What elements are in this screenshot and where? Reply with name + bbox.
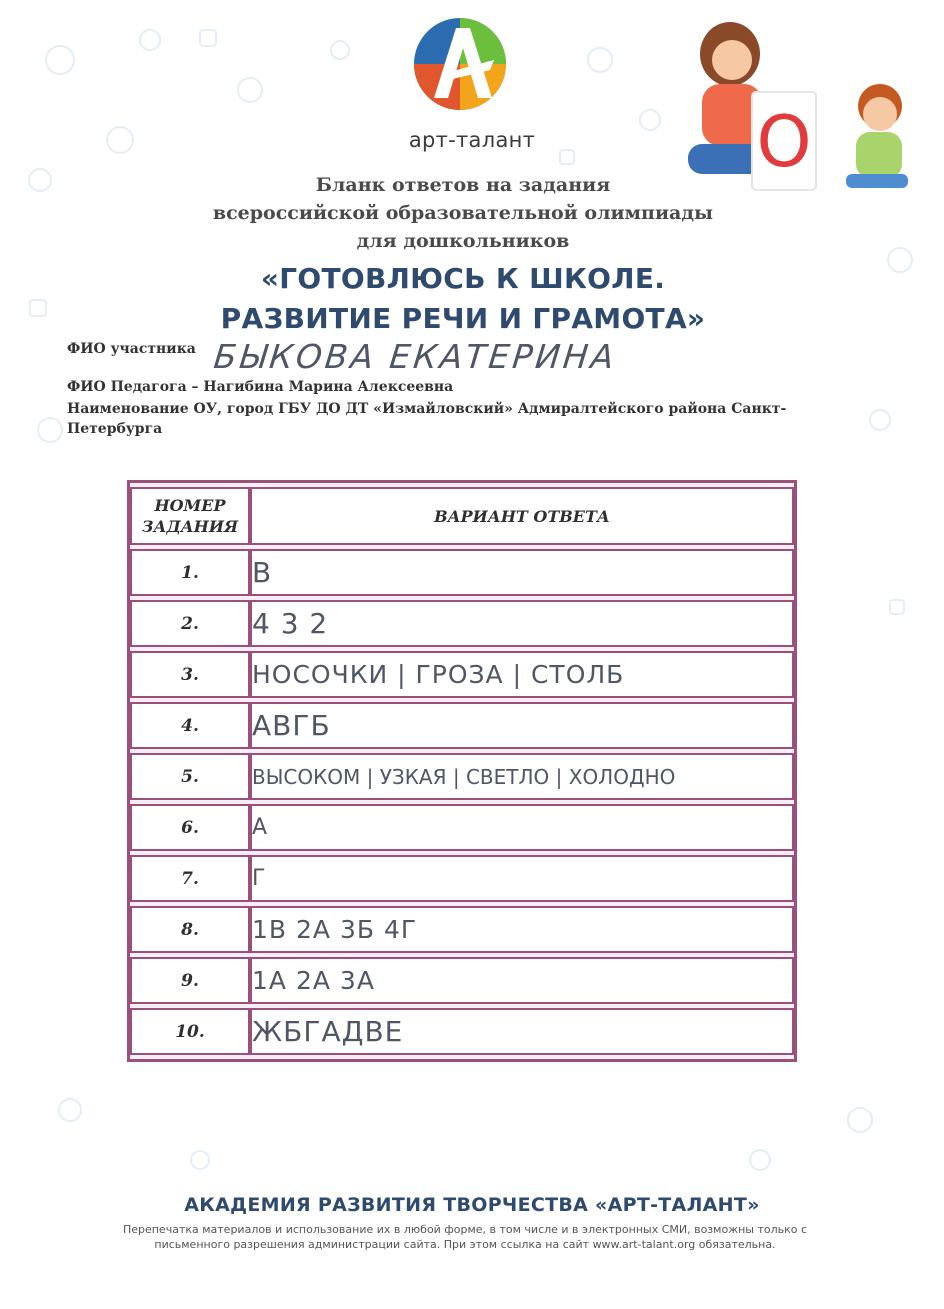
answer-handwritten: А xyxy=(250,804,794,851)
table-row xyxy=(130,651,794,698)
task-number: 7. xyxy=(130,855,250,902)
table-header-row xyxy=(130,487,794,545)
title-line-3: для дошкольников xyxy=(356,230,570,252)
olympiad-line-1: «ГОТОВЛЮСЬ К ШКОЛЕ. xyxy=(260,262,666,295)
table-row xyxy=(130,600,794,647)
participant-name-handwritten: БЫКОВА ЕКАТЕРИНА xyxy=(211,337,619,376)
answer-handwritten: Г xyxy=(250,855,794,902)
table-row xyxy=(130,906,794,953)
table-row xyxy=(130,753,794,800)
title-line-1: Бланк ответов на задания xyxy=(315,174,611,196)
answer-handwritten: ВЫСОКОМ | УЗКАЯ | СВЕТЛО | ХОЛОДНО xyxy=(250,753,794,800)
answer-handwritten: 1А 2А 3А xyxy=(250,957,794,1004)
answer-handwritten: В xyxy=(250,549,794,596)
header-num-line-2: ЗАДАНИЯ xyxy=(141,517,239,536)
task-number: 3. xyxy=(130,651,250,698)
table-row xyxy=(130,1008,794,1055)
school-line-2: Петербурга xyxy=(67,421,163,437)
footer-note xyxy=(95,1222,835,1252)
task-number: 1. xyxy=(130,549,250,596)
title-line-2: всероссийской образовательной олимпиады xyxy=(212,202,714,224)
answers-table xyxy=(127,480,797,1062)
card-letter: О xyxy=(756,101,812,183)
answer-handwritten: 4 3 2 xyxy=(250,600,794,647)
school-line-1: Наименование ОУ, город ГБУ ДО ДТ «Измайловский» Адмиралтейского района Санкт- xyxy=(67,401,787,417)
task-number: 6. xyxy=(130,804,250,851)
table-row xyxy=(130,549,794,596)
olympiad-name xyxy=(0,259,926,339)
answer-handwritten: НОСОЧКИ | ГРОЗА | СТОЛБ xyxy=(250,651,794,698)
answer-handwritten: 1В 2А 3Б 4Г xyxy=(250,906,794,953)
participant-label: ФИО участника xyxy=(67,341,196,357)
brand-name: арт-талант xyxy=(408,128,536,152)
table-row xyxy=(130,804,794,851)
answer-handwritten: АВГБ xyxy=(250,702,794,749)
header-num-line-1: НОМЕР xyxy=(154,496,226,515)
teacher-line: ФИО Педагога – Нагибина Марина Алексеевна xyxy=(67,379,454,395)
table-row xyxy=(130,702,794,749)
olympiad-line-2: РАЗВИТИЕ РЕЧИ И ГРАМОТА» xyxy=(220,302,706,335)
header-answer: ВАРИАНТ ОТВЕТА xyxy=(250,487,794,545)
form-title xyxy=(0,171,926,255)
header-task-number xyxy=(130,487,250,545)
task-number: 4. xyxy=(130,702,250,749)
task-number: 5. xyxy=(130,753,250,800)
footer-title: АКАДЕМИЯ РАЗВИТИЯ ТВОРЧЕСТВА «АРТ-ТАЛАНТ» xyxy=(184,1194,760,1216)
school-line xyxy=(67,399,786,439)
table-row xyxy=(130,855,794,902)
task-number: 8. xyxy=(130,906,250,953)
task-number: 2. xyxy=(130,600,250,647)
answer-handwritten: ЖБГАДВЕ xyxy=(250,1008,794,1055)
footer-note-line-1: Перепечатка материалов и использование их в любой форме, в том числе и в электронных СМИ, возможны только с xyxy=(122,1223,808,1236)
footer-note-line-2: письменного разрешения администрации сайта. При этом ссылка на сайт www.art-talant.org обязательна. xyxy=(154,1238,776,1251)
art-talant-logo xyxy=(412,12,508,116)
table-row xyxy=(130,957,794,1004)
task-number: 10. xyxy=(130,1008,250,1055)
task-number: 9. xyxy=(130,957,250,1004)
